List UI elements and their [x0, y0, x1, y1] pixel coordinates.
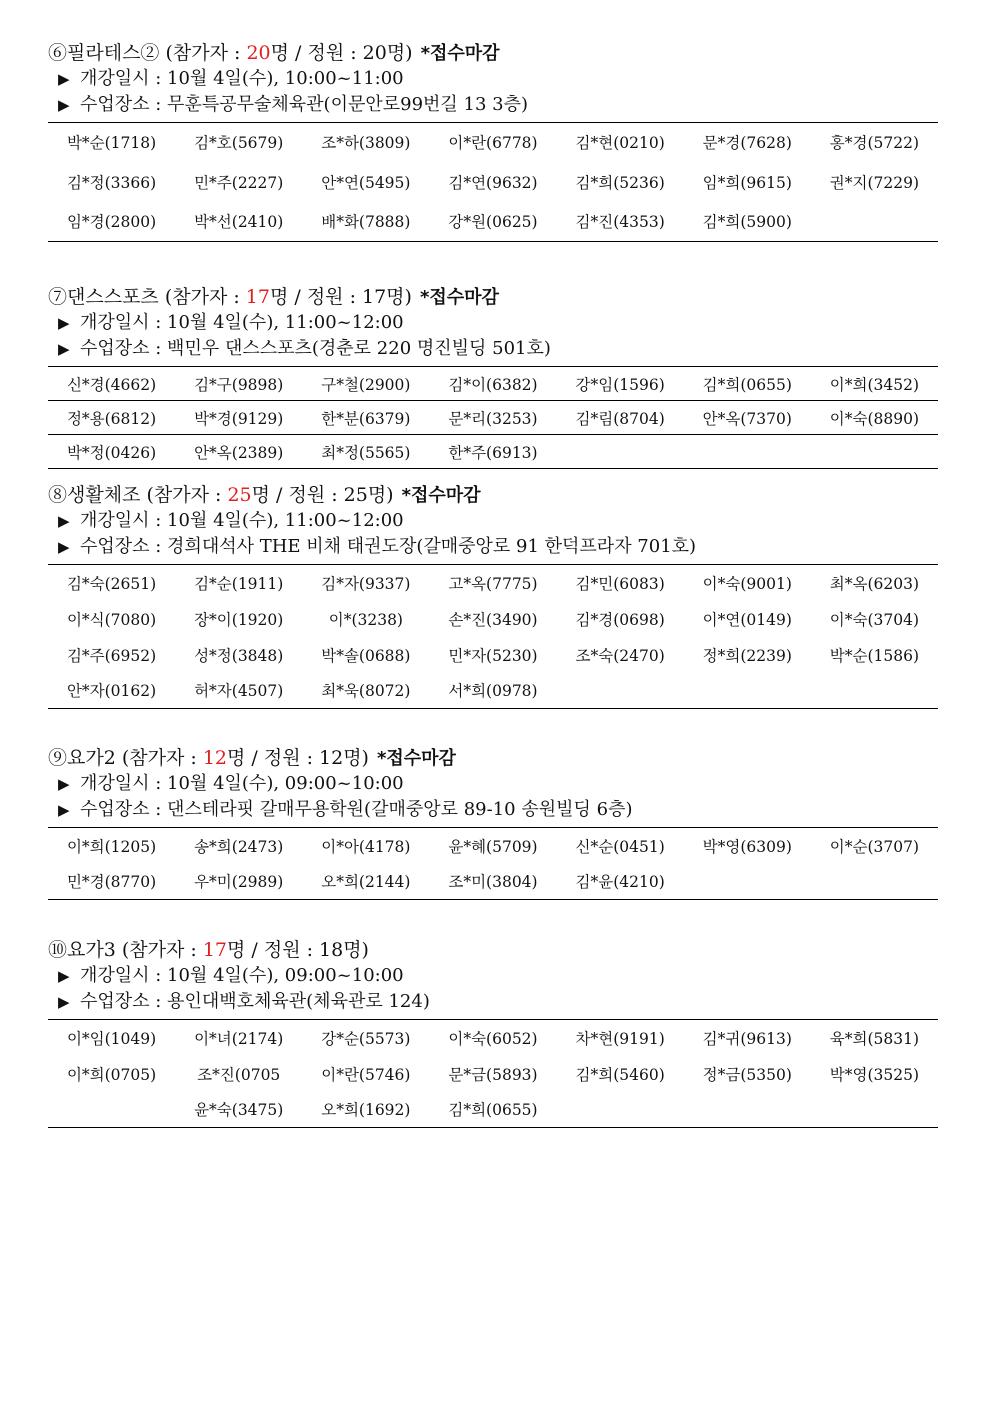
participant-table	[48, 1019, 938, 1128]
participant-cell: 서*희(0978)	[448, 682, 538, 701]
participant-cell: 김*구(9898)	[175, 367, 302, 401]
participant-cell: 강*원(0625)	[448, 213, 538, 232]
table-row	[48, 1056, 938, 1092]
participant-cell: 조*숙(2470)	[575, 646, 665, 665]
count-suffix: 명 / 정원 : 17명)	[269, 286, 412, 308]
participant-cell: 이*란(6778)	[448, 134, 538, 153]
location-text: 수업장소 : 댄스테라핏 갈매무용학원(갈매중앙로 89-10 송원빌딩 6층)	[80, 799, 633, 820]
table-row	[48, 1020, 938, 1056]
participant-cell: 김*희(0655)	[448, 1101, 538, 1120]
participant-cell: 고*옥(7775)	[448, 574, 538, 593]
participant-cell: 박*영(3525)	[829, 1065, 920, 1084]
section-number: ⑨	[48, 747, 68, 769]
participant-cell: 이*(3238)	[328, 610, 403, 629]
participant-cell: 민*경(8770)	[66, 873, 157, 892]
participant-cell: 차*현(9191)	[575, 1029, 665, 1048]
class-name: 요가2	[67, 747, 116, 769]
participant-cell: 이*녀(2174)	[194, 1029, 284, 1048]
location-line	[48, 797, 938, 823]
table-row	[48, 202, 938, 242]
section-number: ⑥	[48, 42, 68, 64]
participant-cell: 송*희(2473)	[194, 837, 284, 856]
participant-cell: 김*림(8704)	[557, 401, 684, 435]
count-prefix: (참가자 :	[159, 42, 247, 64]
participant-cell: 윤*숙(3475)	[194, 1101, 284, 1120]
participant-cell: 김*자(9337)	[321, 574, 411, 593]
table-row	[48, 601, 938, 637]
participant-cell: 강*순(5573)	[321, 1029, 411, 1048]
participant-cell: 김*민(6083)	[575, 574, 665, 593]
count-suffix: 명 / 정원 : 20명)	[270, 42, 413, 64]
start-date-text: 개강일시 : 10월 4일(수), 11:00~12:00	[80, 510, 404, 531]
start-date-line	[48, 963, 938, 989]
participant-cell: 김*경(0698)	[575, 610, 665, 629]
start-date-text: 개강일시 : 10월 4일(수), 11:00~12:00	[80, 312, 404, 333]
count-prefix: (참가자 :	[140, 484, 228, 506]
participant-cell: 신*순(0451)	[575, 837, 665, 856]
participant-cell: 이*연(0149)	[702, 610, 792, 629]
participant-cell: 강*임(1596)	[557, 367, 684, 401]
participant-cell: 민*주(2227)	[194, 173, 284, 192]
section-heading	[48, 482, 938, 508]
participant-cell: 김*희(5900)	[702, 213, 792, 232]
participant-cell: 이*숙(3704)	[829, 610, 920, 629]
participant-cell	[811, 202, 938, 242]
triangle-bullet-icon: ▶	[58, 775, 70, 793]
location-line	[48, 989, 938, 1015]
participant-cell	[557, 435, 684, 469]
participant-cell: 윤*혜(5709)	[448, 837, 538, 856]
section-heading	[48, 745, 938, 771]
participant-cell: 안*옥(7370)	[684, 401, 811, 435]
table-row	[48, 565, 938, 601]
participant-cell: 문*경(7628)	[702, 134, 792, 153]
participant-cell: 김*연(9632)	[448, 173, 538, 192]
participant-cell: 신*경(4662)	[48, 367, 175, 401]
participant-cell: 조*하(3809)	[321, 134, 411, 153]
participant-cell: 이*식(7080)	[66, 610, 157, 629]
table-row	[48, 162, 938, 202]
location-text: 수업장소 : 무훈특공무술체육관(이문안로99번길 13 3층)	[80, 94, 529, 115]
participant-cell: 육*희(5831)	[829, 1029, 920, 1048]
section-yoga-3	[48, 937, 938, 1128]
participant-cell: 최*정(5565)	[302, 435, 429, 469]
count-prefix: (참가자 :	[158, 286, 246, 308]
table-row	[48, 401, 938, 435]
participant-cell: 이*숙(6052)	[448, 1029, 538, 1048]
participant-cell: 문*리(3253)	[429, 401, 556, 435]
participant-table	[48, 827, 938, 900]
location-line	[48, 92, 938, 118]
participant-count: 20	[246, 42, 271, 64]
participant-cell: 허*자(4507)	[194, 682, 284, 701]
table-row	[48, 673, 938, 709]
count-suffix: 명 / 정원 : 18명)	[227, 939, 369, 961]
participant-cell: 오*희(1692)	[321, 1101, 411, 1120]
participant-cell: 이*희(0705)	[66, 1065, 157, 1084]
participant-cell: 장*이(1920)	[194, 610, 284, 629]
section-number: ⑩	[48, 939, 68, 961]
participant-cell	[684, 864, 811, 900]
participant-cell: 김*현(0210)	[575, 134, 665, 153]
participant-cell	[811, 864, 938, 900]
participant-cell: 이*숙(8890)	[811, 401, 938, 435]
participant-cell: 조*진(0705	[197, 1065, 281, 1084]
participant-count: 25	[227, 484, 252, 506]
start-date-text: 개강일시 : 10월 4일(수), 10:00~11:00	[80, 68, 404, 89]
location-text: 수업장소 : 용인대백호체육관(체육관로 124)	[80, 991, 430, 1012]
section-dance-sports	[48, 284, 938, 469]
participant-cell: 이*란(5746)	[321, 1065, 411, 1084]
participant-cell	[684, 435, 811, 469]
participant-cell	[557, 673, 684, 709]
section-yoga-2	[48, 745, 938, 900]
count-suffix: 명 / 정원 : 12명)	[227, 747, 369, 769]
participant-table	[48, 122, 938, 242]
participant-cell: 김*순(1911)	[194, 574, 284, 593]
participant-cell: 김*귀(9613)	[702, 1029, 792, 1048]
start-date-line	[48, 508, 938, 534]
table-row	[48, 435, 938, 469]
triangle-bullet-icon: ▶	[58, 96, 70, 114]
registration-closed-label: *접수마감	[420, 43, 500, 64]
participant-cell: 이*숙(9001)	[702, 574, 792, 593]
triangle-bullet-icon: ▶	[58, 340, 70, 358]
count-prefix: (참가자 :	[115, 747, 203, 769]
triangle-bullet-icon: ▶	[58, 993, 70, 1011]
table-row	[48, 637, 938, 673]
location-text: 수업장소 : 백민우 댄스스포츠(경춘로 220 명진빌딩 501호)	[80, 338, 551, 359]
participant-cell: 최*옥(6203)	[829, 574, 920, 593]
participant-cell: 임*경(2800)	[66, 213, 157, 232]
triangle-bullet-icon: ▶	[58, 801, 70, 819]
table-row	[48, 828, 938, 864]
triangle-bullet-icon: ▶	[58, 314, 70, 332]
participant-cell: 김*숙(2651)	[66, 574, 157, 593]
participant-cell: 김*이(6382)	[429, 367, 556, 401]
section-number: ⑧	[48, 484, 68, 506]
participant-cell: 구*철(2900)	[302, 367, 429, 401]
participant-cell	[684, 1092, 811, 1128]
participant-cell: 정*용(6812)	[48, 401, 175, 435]
participant-cell: 안*연(5495)	[321, 173, 411, 192]
section-heading	[48, 284, 938, 310]
participant-cell	[811, 673, 938, 709]
participant-cell: 안*자(0162)	[66, 682, 157, 701]
participant-cell: 박*영(6309)	[702, 837, 792, 856]
class-name: 요가3	[67, 939, 116, 961]
participant-cell: 이*아(4178)	[321, 837, 411, 856]
participant-cell: 이*순(3707)	[829, 837, 920, 856]
table-row	[48, 123, 938, 162]
section-heading	[48, 40, 938, 66]
section-heading	[48, 937, 938, 963]
participant-cell: 안*옥(2389)	[175, 435, 302, 469]
participant-cell: 임*희(9615)	[702, 173, 792, 192]
triangle-bullet-icon: ▶	[58, 70, 70, 88]
class-name: 댄스스포츠	[67, 286, 159, 308]
participant-cell: 홍*경(5722)	[829, 134, 920, 153]
triangle-bullet-icon: ▶	[58, 538, 70, 556]
count-prefix: (참가자 :	[115, 939, 203, 961]
participant-cell: 성*정(3848)	[194, 646, 284, 665]
participant-count: 17	[202, 939, 227, 961]
participant-cell: 박*경(9129)	[175, 401, 302, 435]
start-date-line	[48, 310, 938, 336]
participant-cell	[557, 1092, 684, 1128]
participant-cell: 김*희(5460)	[575, 1065, 665, 1084]
class-name: 생활체조	[67, 484, 141, 506]
start-date-line	[48, 771, 938, 797]
section-number: ⑦	[48, 286, 68, 308]
participant-count: 12	[202, 747, 227, 769]
location-line	[48, 534, 938, 560]
participant-table	[48, 564, 938, 709]
participant-cell: 권*지(7229)	[829, 173, 920, 192]
section-pilates-2	[48, 40, 938, 242]
participant-cell: 박*솔(0688)	[321, 646, 411, 665]
registration-closed-label: *접수마감	[401, 485, 481, 506]
participant-cell: 오*희(2144)	[321, 873, 411, 892]
participant-table	[48, 366, 938, 469]
start-date-line	[48, 66, 938, 92]
participant-cell: 한*주(6913)	[429, 435, 556, 469]
participant-cell: 박*선(2410)	[194, 213, 284, 232]
participant-cell	[48, 1092, 175, 1128]
table-row	[48, 1092, 938, 1128]
triangle-bullet-icon: ▶	[58, 967, 70, 985]
participant-cell: 조*미(3804)	[448, 873, 538, 892]
participant-cell: 김*호(5679)	[194, 134, 284, 153]
participant-cell: 한*분(6379)	[302, 401, 429, 435]
participant-cell: 정*금(5350)	[702, 1065, 792, 1084]
participant-cell: 정*희(2239)	[702, 646, 792, 665]
table-row	[48, 864, 938, 900]
participant-cell: 배*화(7888)	[321, 213, 411, 232]
participant-cell: 민*자(5230)	[448, 646, 538, 665]
class-name: 필라테스②	[67, 42, 160, 64]
participant-cell: 손*진(3490)	[448, 610, 538, 629]
location-text: 수업장소 : 경희대석사 THE 비채 태권도장(갈매중앙로 91 한덕프라자 701호)	[80, 536, 697, 557]
participant-cell: 문*금(5893)	[448, 1065, 538, 1084]
participant-count: 17	[245, 286, 270, 308]
participant-cell	[684, 673, 811, 709]
participant-cell: 김*희(5236)	[575, 173, 665, 192]
participant-cell	[811, 1092, 938, 1128]
participant-cell: 박*순(1718)	[66, 134, 157, 153]
section-living-gymnastics	[48, 482, 938, 709]
participant-cell: 이*희(3452)	[811, 367, 938, 401]
participant-cell: 김*주(6952)	[66, 646, 157, 665]
participant-cell: 박*순(1586)	[829, 646, 920, 665]
triangle-bullet-icon: ▶	[58, 512, 70, 530]
start-date-text: 개강일시 : 10월 4일(수), 09:00~10:00	[80, 965, 404, 986]
participant-cell: 이*임(1049)	[66, 1029, 157, 1048]
count-suffix: 명 / 정원 : 25명)	[251, 484, 394, 506]
participant-cell: 김*진(4353)	[575, 213, 665, 232]
table-row	[48, 367, 938, 401]
registration-closed-label: *접수마감	[376, 748, 456, 769]
participant-cell: 최*욱(8072)	[321, 682, 411, 701]
start-date-text: 개강일시 : 10월 4일(수), 09:00~10:00	[80, 773, 404, 794]
participant-cell: 박*정(0426)	[48, 435, 175, 469]
location-line	[48, 336, 938, 362]
participant-cell: 우*미(2989)	[194, 873, 284, 892]
participant-cell: 이*희(1205)	[66, 837, 157, 856]
participant-cell: 김*희(0655)	[684, 367, 811, 401]
participant-cell	[811, 435, 938, 469]
participant-cell: 김*정(3366)	[66, 173, 157, 192]
registration-closed-label: *접수마감	[419, 287, 499, 308]
participant-cell: 김*윤(4210)	[575, 873, 665, 892]
